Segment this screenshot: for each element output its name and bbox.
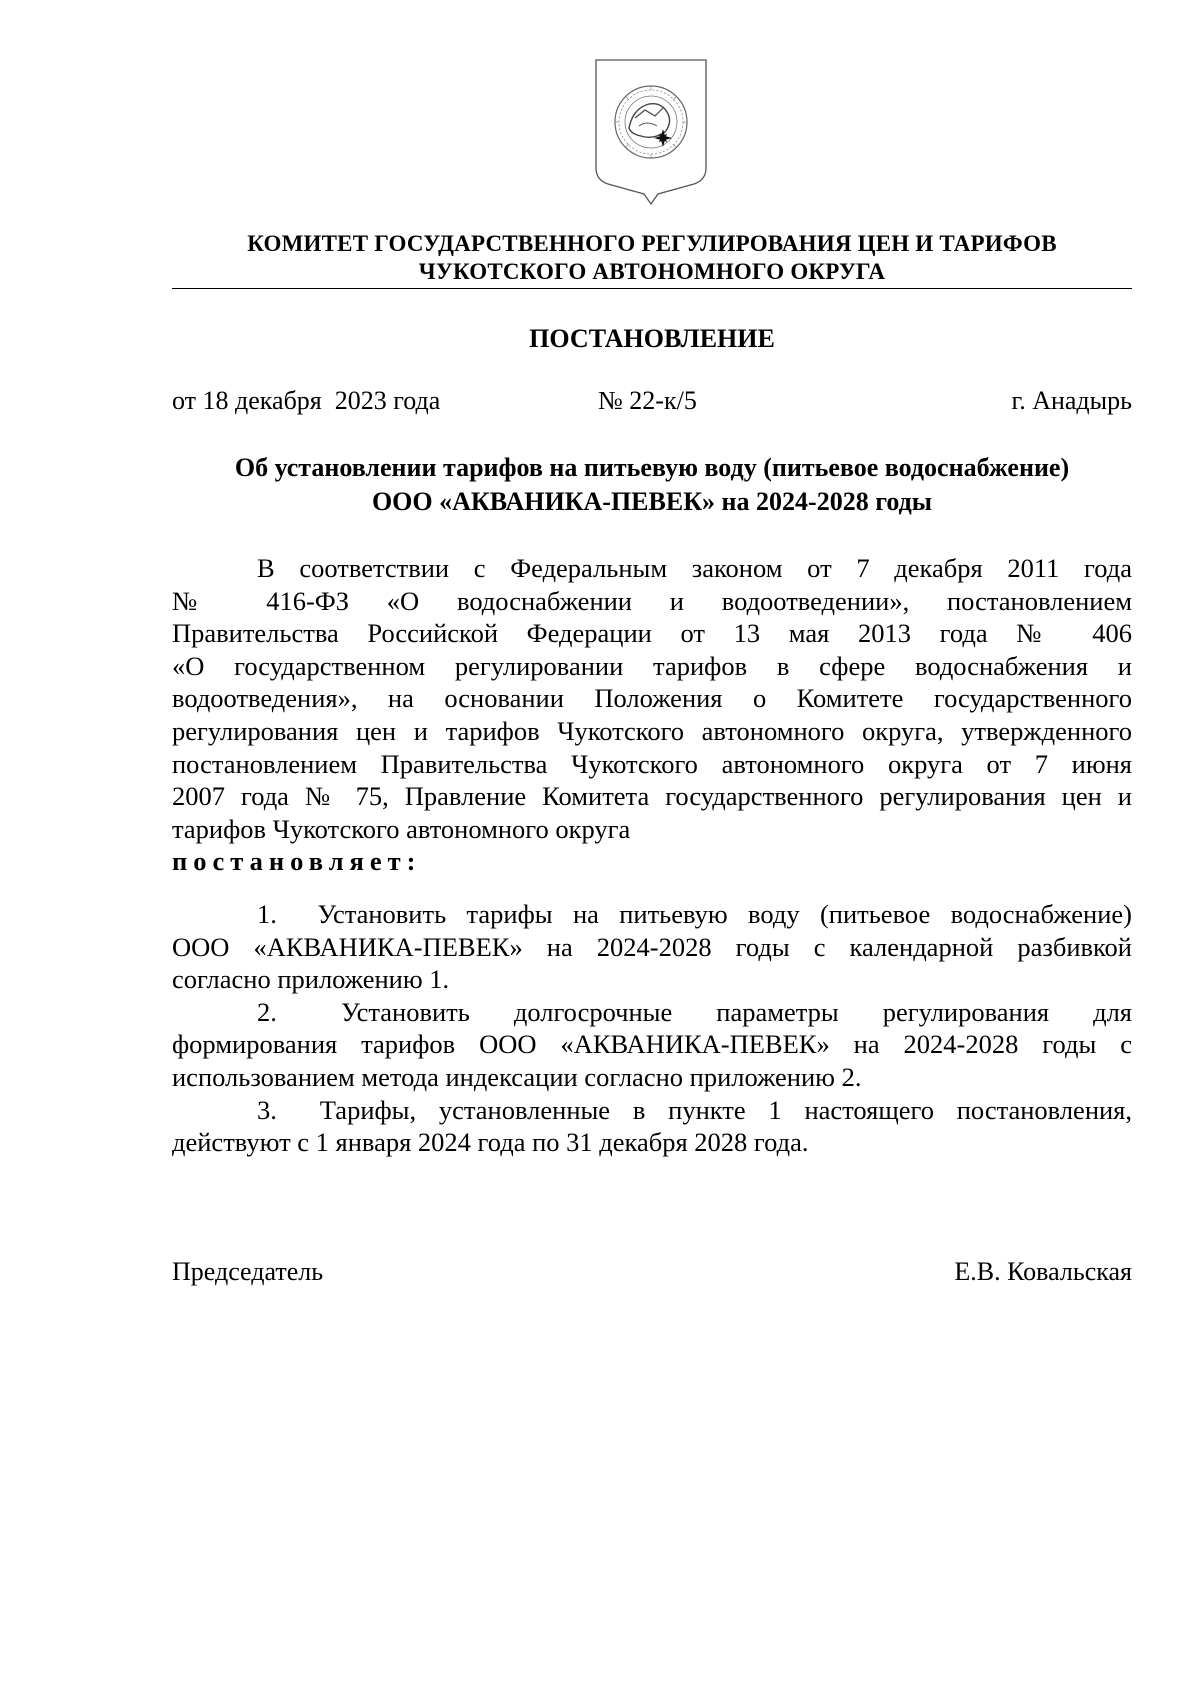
item-text: Установить долгосрочные параметры регулирования для xyxy=(341,996,1133,1027)
document-type: ПОСТАНОВЛЕНИЕ xyxy=(529,324,775,353)
header-divider xyxy=(172,288,1132,289)
item-number: 2. xyxy=(257,996,277,1027)
decree-word: постановляет: xyxy=(172,846,422,877)
item-number: 1. xyxy=(257,899,277,929)
preamble xyxy=(172,552,1132,878)
preamble-line: тарифов Чукотского автономного округа xyxy=(172,813,631,844)
preamble-line: В соответствии с Федеральным законом от 7 декабря 2011 года xyxy=(257,553,1132,583)
document-number: № 22-к/5 xyxy=(598,386,697,415)
preamble-line: 2007 года № 75, Правление Комитета государственного регулирования цен и xyxy=(172,781,1132,812)
item-line: ООО «АКВАНИКА-ПЕВЕК» на 2024-2028 годы с календарной разбивкой xyxy=(172,931,1132,962)
item-number: 3. xyxy=(257,1094,277,1125)
decree-items xyxy=(172,898,1132,1159)
subject-line2: ООО «АКВАНИКА-ПЕВЕК» на 2024-2028 годы xyxy=(371,487,933,516)
item-line xyxy=(172,1094,1132,1127)
org-name-line2: ЧУКОТСКОГО АВТОНОМНОГО ОКРУГА xyxy=(418,259,886,284)
coat-of-arms-icon xyxy=(590,56,712,206)
document-date: от 18 декабря 2023 года xyxy=(172,386,441,415)
org-name-line1: КОМИТЕТ ГОСУДАРСТВЕННОГО РЕГУЛИРОВАНИЯ ЦЕН И ТАРИФОВ xyxy=(247,231,1057,256)
preamble-line: регулирования цен и тарифов Чукотского автономного округа, утвержденного xyxy=(172,715,1132,746)
item-line: использованием метода индексации согласно приложению 2. xyxy=(172,1061,862,1092)
preamble-line: водоотведения», на основании Положения о Комитете государственного xyxy=(172,683,1132,714)
preamble-line: № 416-ФЗ «О водоснабжении и водоотведении», постановлением xyxy=(172,585,1132,616)
preamble-line: Правительства Российской Федерации от 13 мая 2013 года № 406 xyxy=(172,618,1132,649)
item-line: формирования тарифов ООО «АКВАНИКА-ПЕВЕК» на 2024-2028 годы с xyxy=(172,1029,1132,1060)
signatory-role: Председатель xyxy=(172,1257,324,1286)
preamble-line: «О государственном регулировании тарифов в сфере водоснабжения и xyxy=(172,650,1132,681)
subject-line1: Об установлении тарифов на питьевую воду (питьевое водоснабжение) xyxy=(234,453,1070,482)
item-line xyxy=(172,996,1132,1029)
item-text: Тарифы, установленные в пункте 1 настоящего постановления, xyxy=(319,1094,1132,1125)
item-line: согласно приложению 1. xyxy=(172,964,450,995)
signatory-name: Е.В. Ковальская xyxy=(954,1257,1132,1286)
item-line: действуют с 1 января 2024 года по 31 декабря 2028 года. xyxy=(172,1127,809,1158)
item-text: Установить тарифы на питьевую воду (питьевое водоснабжение) xyxy=(317,899,1132,929)
document-city: г. Анадырь xyxy=(1011,386,1132,415)
preamble-line: постановлением Правительства Чукотского автономного округа от 7 июня xyxy=(172,748,1132,779)
item-line xyxy=(172,898,1132,931)
